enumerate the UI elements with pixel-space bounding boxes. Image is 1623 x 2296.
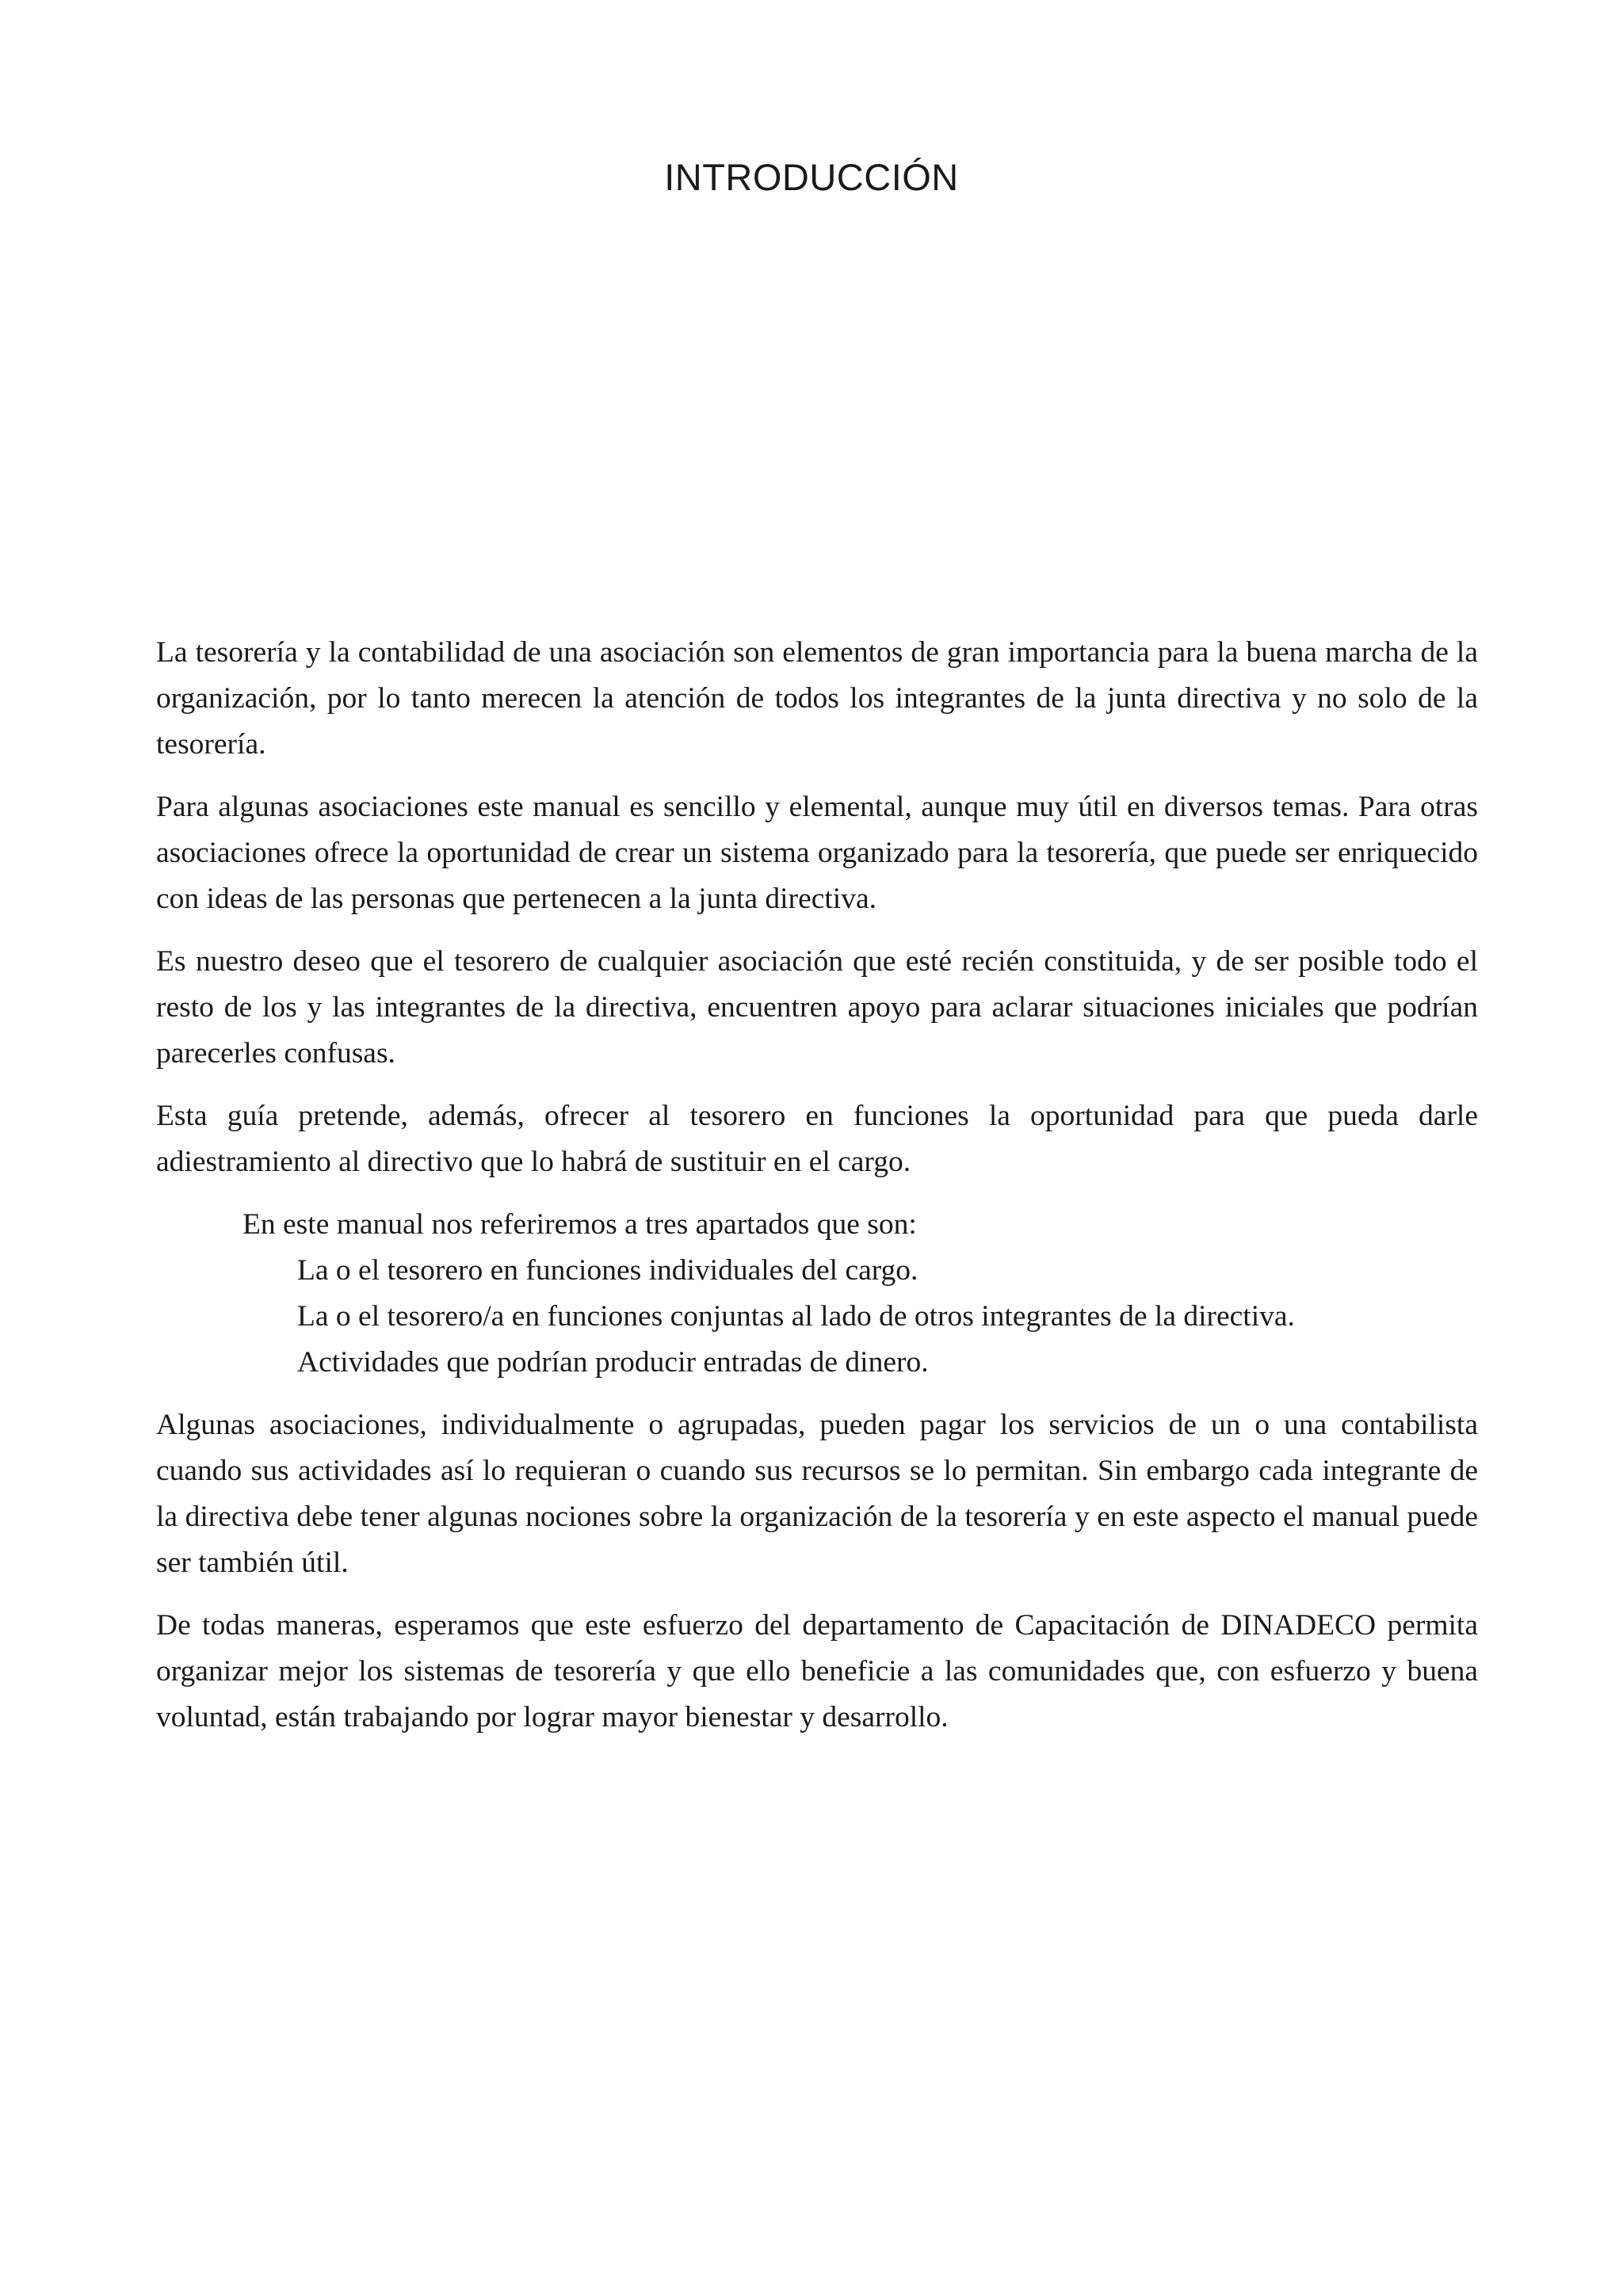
paragraph-3: Es nuestro deseo que el tesorero de cualquier asociación que esté recién constituida, y de ser posible todo el resto de los y las integrantes de la directiva, encuentren apoyo para aclarar situaciones iniciales que podrían parecerles confusas. — [156, 945, 1478, 1070]
list-item-3: Actividades que podrían producir entradas de dinero. — [297, 1346, 929, 1379]
page-title: INTRODUCCIÓN — [664, 156, 959, 198]
sections-list — [156, 1202, 1478, 1386]
list-intro: En este manual nos referiremos a tres apartados que son: — [242, 1208, 917, 1241]
paragraph-1: La tesorería y la contabilidad de una asociación son elementos de gran importancia para la buena marcha de la organización, por lo tanto merecen la atención de todos los integrantes de la junta directiva y no solo de la tesorería. — [156, 636, 1478, 761]
list-item-2: La o el tesorero/a en funciones conjuntas al lado de otros integrantes de la directiva. — [297, 1300, 1295, 1333]
paragraph-4: Esta guía pretende, además, ofrecer al tesorero en funciones la oportunidad para que pueda darle adiestramiento al directivo que lo habrá de sustituir en el cargo. — [156, 1100, 1478, 1178]
document-body — [156, 630, 1478, 1757]
paragraph-6: De todas maneras, esperamos que este esfuerzo del departamento de Capacitación de DINADECO permita organizar mejor los sistemas de tesorería y que ello beneficie a las comunidades que, con esfuerzo y buena voluntad, están trabajando por lograr mayor bienestar y desarrollo. — [156, 1609, 1478, 1733]
list-item-1: La o el tesorero en funciones individuales del cargo. — [297, 1254, 918, 1287]
paragraph-2: Para algunas asociaciones este manual es sencillo y elemental, aunque muy útil en diversos temas. Para otras asociaciones ofrece la oportunidad de crear un sistema organizado para la tesorería, que puede ser enriquecido con ideas de las personas que pertenecen a la junta directiva. — [156, 791, 1478, 915]
paragraph-5: Algunas asociaciones, individualmente o agrupadas, pueden pagar los servicios de un o una contabilista cuando sus actividades así lo requieran o cuando sus recursos se lo permitan. Sin embargo cada integrante de la directiva debe tener algunas nociones sobre la organización de la tesorería y en este aspecto el manual puede ser también útil. — [156, 1409, 1478, 1579]
